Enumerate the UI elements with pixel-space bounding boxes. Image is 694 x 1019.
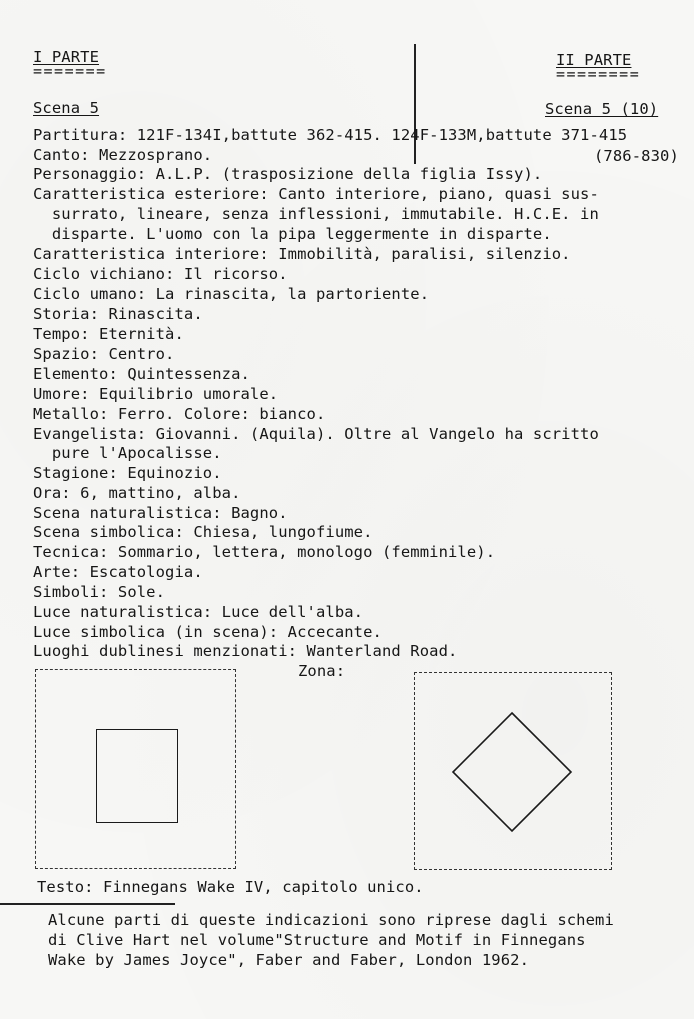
right-part-heading: II PARTE xyxy=(556,51,632,69)
personaggio-line: Personaggio: A.L.P. (trasposizione della figlia Issy). xyxy=(33,165,543,183)
arte-line: Arte: Escatologia. xyxy=(33,563,203,581)
simboli-line: Simboli: Sole. xyxy=(33,583,166,601)
zone-right-diamond xyxy=(450,710,575,835)
footnote-line-3: Wake by James Joyce", Faber and Faber, London 1962. xyxy=(48,951,530,969)
footnote-line-1: Alcune parti di queste indicazioni sono riprese dagli schemi xyxy=(48,911,614,929)
caratteristica-esteriore-line-1: Caratteristica esteriore: Canto interiore, piano, quasi sus- xyxy=(33,185,599,203)
zone-left-square xyxy=(96,729,178,823)
storia-line: Storia: Rinascita. xyxy=(33,305,203,323)
spazio-line: Spazio: Centro. xyxy=(33,345,175,363)
ciclo-vichiano-line: Ciclo vichiano: Il ricorso. xyxy=(33,265,288,283)
tempo-line: Tempo: Eternità. xyxy=(33,325,184,343)
evangelista-line-1: Evangelista: Giovanni. (Aquila). Oltre al Vangelo ha scritto xyxy=(33,425,599,443)
right-part-double-underline: ======== xyxy=(556,65,641,83)
metallo-line: Metallo: Ferro. Colore: bianco. xyxy=(33,405,326,423)
footnote-rule xyxy=(0,903,175,905)
luce-naturalistica-line: Luce naturalistica: Luce dell'alba. xyxy=(33,603,364,621)
testo-line: Testo: Finnegans Wake IV, capitolo unico. xyxy=(37,878,424,896)
evangelista-line-2: pure l'Apocalisse. xyxy=(33,444,222,462)
caratteristica-esteriore-line-2: surrato, lineare, senza inflessioni, immutabile. H.C.E. in xyxy=(33,205,599,223)
scena-simbolica-line: Scena simbolica: Chiesa, lungofiume. xyxy=(33,523,373,541)
canto-line: Canto: Mezzosprano. xyxy=(33,146,213,164)
caratteristica-esteriore-line-3: disparte. L'uomo con la pipa leggermente in disparte. xyxy=(33,225,552,243)
zona-label: Zona: xyxy=(298,662,346,680)
ora-line: Ora: 6, mattino, alba. xyxy=(33,484,241,502)
partitura-line: Partitura: 121F-134I,battute 362-415. 124F-133M,battute 371-415 xyxy=(33,126,628,144)
elemento-line: Elemento: Quintessenza. xyxy=(33,365,250,383)
luce-simbolica-line: Luce simbolica (in scena): Accecante. xyxy=(33,623,382,641)
canto-right-range: (786-830) xyxy=(594,147,679,165)
footnote-line-2: di Clive Hart nel volume"Structure and Motif in Finnegans xyxy=(48,931,586,949)
tecnica-line: Tecnica: Sommario, lettera, monologo (femminile). xyxy=(33,543,496,561)
umore-line: Umore: Equilibrio umorale. xyxy=(33,385,279,403)
column-divider xyxy=(414,44,416,164)
scena-naturalistica-line: Scena naturalistica: Bagno. xyxy=(33,504,288,522)
right-scene-label: Scena 5 (10) xyxy=(545,100,659,118)
stagione-line: Stagione: Equinozio. xyxy=(33,464,222,482)
left-part-heading: I PARTE xyxy=(33,48,100,66)
left-part-double-underline: ======= xyxy=(33,62,107,80)
left-scene-label: Scena 5 xyxy=(33,99,100,117)
luoghi-line: Luoghi dublinesi menzionati: Wanterland Road. xyxy=(33,642,458,660)
caratteristica-interiore-line: Caratteristica interiore: Immobilità, paralisi, silenzio. xyxy=(33,245,571,263)
ciclo-umano-line: Ciclo umano: La rinascita, la partoriente. xyxy=(33,285,430,303)
